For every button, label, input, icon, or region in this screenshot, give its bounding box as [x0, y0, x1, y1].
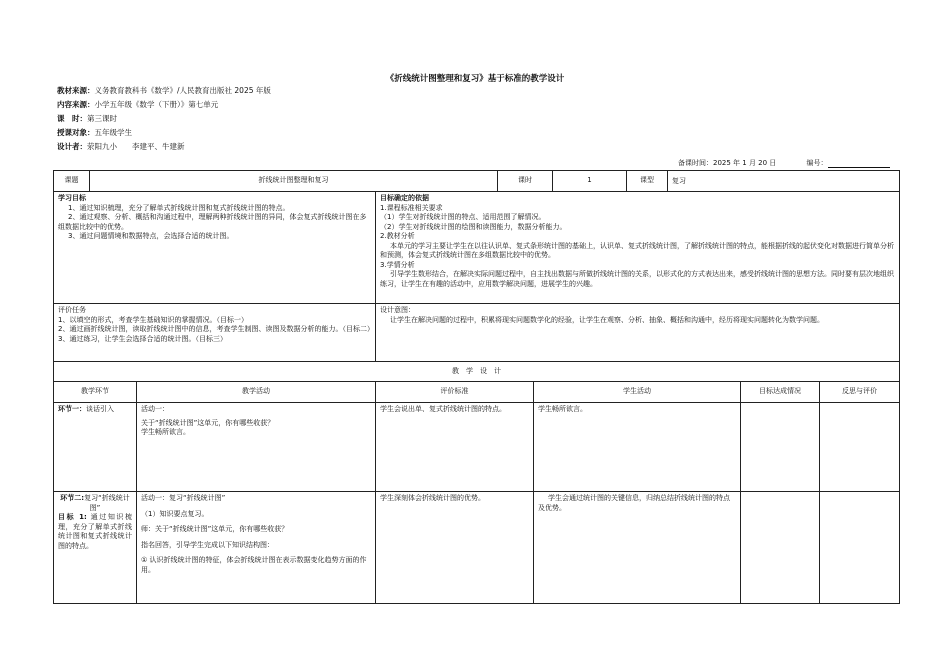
- meta-period: 课 时：第三课时: [57, 114, 117, 123]
- teaching-design-title: 教 学 设 计: [53, 361, 900, 382]
- table-row-stage: [53, 491, 137, 604]
- col-header-activity: 教学活动: [136, 381, 376, 403]
- number-label: 编号：: [806, 159, 828, 167]
- col-header-achievement: 目标达成情况: [740, 381, 820, 403]
- activity-line: 师：关于“折线统计图”这单元，你有哪些收获？: [141, 525, 289, 533]
- stage-name: 谈话引入: [86, 405, 114, 413]
- document-title: 《折线统计图整理和复习》基于标准的教学设计: [385, 74, 565, 84]
- stage-label: 环节一：: [58, 405, 86, 413]
- topic-value: 折线统计图整理和复习: [89, 170, 498, 192]
- table-row-criteria: 学生会说出单、复式折线统计图的特点。: [375, 402, 534, 492]
- prep-time: 备课时间：2025 年 1 月 20 日: [678, 159, 777, 167]
- design-intent: [375, 303, 900, 362]
- learning-goal-item: 2、通过观察、分析、概括和沟通过程中，理解两种折线统计图的异同，体会复式折线统计图在多组数据比较中的优势。: [58, 213, 367, 231]
- goal-basis: [375, 191, 900, 304]
- table-row-achievement: [740, 491, 820, 604]
- stage-name: 复习“折线统计图”: [84, 494, 130, 512]
- evaluation-task-item: 1、以填空的形式，考查学生基础知识的掌握情况。（目标一）: [58, 315, 248, 324]
- goal-label: 目标 1:: [58, 513, 87, 521]
- evaluation-tasks-heading: 评价任务: [58, 306, 86, 314]
- activity-line: 指名回答，引导学生完成以下知识结构图：: [141, 540, 274, 549]
- prep-time-line: [678, 158, 890, 168]
- goal-basis-heading: 目标确定的依据: [380, 194, 429, 202]
- design-intent-text: 让学生在解决问题的过程中，积累将现实问题数学化的经验，让学生在观察、分析、抽象、概括和沟通中，经历将现实问题转化为数学问题。: [390, 315, 824, 324]
- learning-goal-item: 3、通过问题情境和数据特点，会选择合适的统计图。: [68, 232, 234, 240]
- period-value: 1: [552, 170, 627, 192]
- basis-line: 3.学情分析: [380, 260, 415, 269]
- goal-text: 通过知识梳理，充分了解单式折线统计图和复式折线统计图的特点。: [58, 513, 132, 550]
- meta-content-source: 内容来源：小学五年级《数学（下册）》第七单元: [57, 100, 219, 109]
- period-label: 课时: [497, 170, 553, 192]
- table-row-activity: [136, 491, 376, 604]
- evaluation-task-item: 2、通过画折线统计图，读取折线统计图中的信息，考查学生制图、读图及数据分析的能力。（目标二）: [58, 325, 374, 333]
- basis-line: （2）学生对折线统计图的绘图和读图能力，数据分析能力。: [380, 222, 567, 231]
- basis-line: 本单元的学习主要让学生在以往认识单、复式条形统计图的基础上，认识单、复式折线统计图，了解折线统计图的特点，能根据折线的起伏变化对数据进行简单分析和预测，体会复式折线统计图在多组数据比较中的优势。: [380, 241, 894, 259]
- table-row-student: 学生畅所欲言。: [533, 402, 741, 492]
- activity-line: 活动一：: [141, 405, 169, 413]
- basis-line: 引导学生数形结合，在解决实际问题过程中，自主找出数据与所做折线统计图的关系，以形式化的方式表达出来，感受折线统计图的思想方法。同时要有层次地组织练习，让学生在有趣的活动中，应用数学解决问题，进展学生的兴趣。: [380, 270, 894, 288]
- activity-line: 关于“折线统计图”这单元，你有哪些收获？: [141, 418, 275, 427]
- meta-audience: 授课对象：五年级学生: [57, 128, 132, 137]
- evaluation-task-item: 3、通过练习，让学生会选择合适的统计图。（目标三）: [58, 334, 227, 343]
- stage-label: 环节二:: [60, 494, 85, 502]
- activity-line: 学生畅所欲言。: [141, 428, 190, 436]
- table-row-activity: [136, 402, 376, 492]
- learning-goals: [53, 191, 376, 304]
- activity-line: 活动一：复习“折线统计图”: [141, 494, 226, 502]
- basis-line: （1）学生对折线统计图的特点、适用范围了解情况。: [380, 213, 546, 221]
- evaluation-tasks: [53, 303, 376, 362]
- col-header-student: 学生活动: [533, 381, 741, 403]
- table-row-achievement: [740, 402, 820, 492]
- table-row-criteria: 学生深刻体会折线统计图的优势。: [375, 491, 534, 604]
- basis-line: 1.课程标准相关要求: [380, 203, 443, 212]
- col-header-reflection: 反思与评价: [819, 381, 900, 403]
- activity-line: ① 认识折线统计图的特征，体会折线统计图在表示数据变化趋势方面的作用。: [141, 556, 367, 574]
- table-row-reflection: [819, 491, 900, 604]
- type-value: 复习: [667, 170, 900, 192]
- type-label: 课型: [626, 170, 668, 192]
- learning-goal-item: 1、通过知识梳理，充分了解单式折线统计图和复式折线统计图的特点。: [68, 203, 290, 212]
- table-row-reflection: [819, 402, 900, 492]
- meta-designer: 设计者：荥阳九小 李建平、牛建新: [57, 142, 185, 151]
- activity-line: （1）知识要点复习。: [141, 509, 209, 518]
- table-row-student: 学生会通过统计图的关键信息，归纳总结折线统计图的特点及优势。: [533, 491, 741, 604]
- col-header-criteria: 评价标准: [375, 381, 534, 403]
- basis-line: 2.教材分析: [380, 232, 415, 240]
- topic-label: 课题: [53, 170, 90, 192]
- meta-textbook-source: 教材来源：义务教育教科书《数学》/人民教育出版社 2025 年版: [57, 86, 271, 95]
- col-header-stage: 教学环节: [53, 381, 137, 403]
- learning-goals-heading: 学习目标: [58, 194, 86, 202]
- design-intent-heading: 设计意图：: [380, 306, 415, 314]
- number-blank: [828, 160, 890, 168]
- table-row-stage: [53, 402, 137, 492]
